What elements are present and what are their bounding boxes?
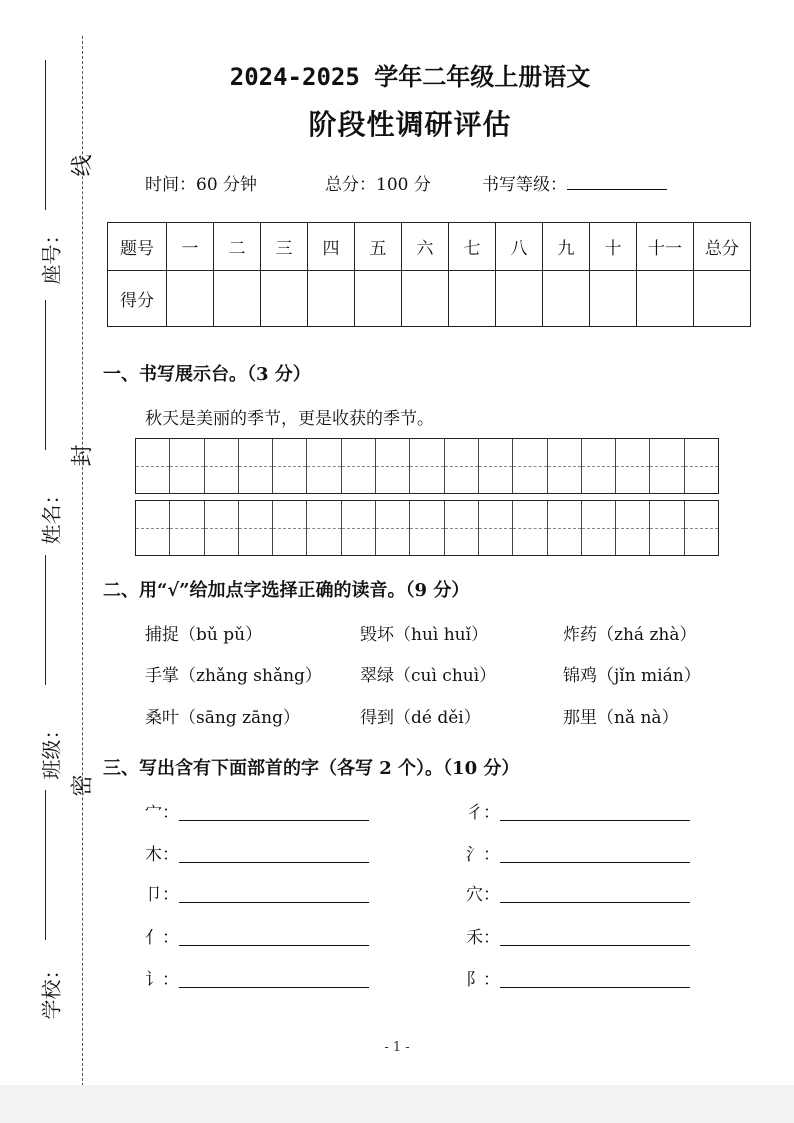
grid-midline [170, 466, 203, 467]
grid-midline [445, 466, 478, 467]
radical-blank[interactable] [500, 987, 690, 988]
grid-midline [685, 466, 718, 467]
radical-row [466, 923, 690, 948]
pinyin-item[interactable]: 得到（dé děi） [360, 708, 481, 728]
score-cell[interactable] [694, 271, 751, 327]
score-cell[interactable] [449, 271, 496, 327]
score-cell[interactable] [402, 271, 449, 327]
grid-midline [273, 528, 306, 529]
grid-midline [376, 528, 409, 529]
score-cell[interactable] [590, 271, 637, 327]
grid-cell[interactable] [238, 501, 272, 555]
name-line [45, 555, 46, 685]
seal-feng-char: 封 [70, 444, 96, 467]
grid-midline [170, 528, 203, 529]
grid-midline [650, 528, 683, 529]
section2-title: 二、用“√”给加点字选择正确的读音。（9 分） [103, 580, 470, 601]
score-cell[interactable] [355, 271, 402, 327]
score-header-cell: 十 [590, 223, 637, 271]
seat-label: 座号： [39, 224, 64, 285]
radical-blank[interactable] [179, 862, 369, 863]
grid-midline [548, 466, 581, 467]
score-header-cell: 九 [543, 223, 590, 271]
score-cell[interactable] [167, 271, 214, 327]
radical-row [466, 840, 690, 865]
grid-midline [479, 466, 512, 467]
name-line-top [45, 300, 46, 450]
seal-mi-char: 密 [70, 774, 96, 797]
total-info: 总分：100 分 [325, 175, 431, 195]
radical-label: 阝： [466, 970, 500, 990]
pinyin-item[interactable]: 毁坏（huì huǐ） [360, 625, 489, 645]
radical-blank[interactable] [500, 945, 690, 946]
radical-blank[interactable] [179, 902, 369, 903]
grid-midline [205, 466, 238, 467]
score-cell[interactable] [637, 271, 694, 327]
score-header-cell: 七 [449, 223, 496, 271]
grid-midline [342, 528, 375, 529]
score-header-cell: 题号 [108, 223, 167, 271]
section1-title: 一、书写展示台。（3 分） [103, 364, 311, 385]
grid-cell[interactable] [512, 439, 546, 493]
radical-blank[interactable] [500, 902, 690, 903]
radical-blank[interactable] [179, 987, 369, 988]
grid-cell[interactable] [306, 501, 340, 555]
grid-cell[interactable] [136, 439, 169, 493]
grid-midline [582, 528, 615, 529]
grid-midline [445, 528, 478, 529]
grid-midline [513, 466, 546, 467]
grid-midline [136, 528, 169, 529]
grid-midline [685, 528, 718, 529]
score-cell[interactable] [496, 271, 543, 327]
radical-label: 穴： [466, 885, 500, 905]
radical-label: 卩： [145, 885, 179, 905]
handwriting-label: 书写等级： [482, 175, 567, 195]
grid-midline [307, 466, 340, 467]
radical-label: 亻： [145, 928, 179, 948]
grid-cell[interactable] [136, 501, 169, 555]
grid-midline [205, 528, 238, 529]
grid-cell[interactable] [409, 439, 443, 493]
time-info: 时间：60 分钟 [145, 175, 258, 195]
grid-cell[interactable] [341, 501, 375, 555]
writing-grid-2[interactable] [135, 500, 719, 556]
grid-midline [410, 528, 443, 529]
pinyin-item[interactable]: 那里（nǎ nà） [563, 708, 679, 728]
radical-label: 氵： [466, 845, 500, 865]
grid-cell[interactable] [581, 501, 615, 555]
radical-label: 彳： [466, 803, 500, 823]
seal-line-char: 线 [70, 154, 96, 177]
pinyin-item[interactable]: 炸药（zhá zhà） [563, 625, 697, 645]
grid-cell[interactable] [615, 501, 649, 555]
radical-label: 讠： [145, 970, 179, 990]
page-footer-gap [0, 1085, 794, 1123]
handwriting-blank[interactable] [567, 171, 667, 190]
radical-label: 禾： [466, 928, 500, 948]
pinyin-item[interactable]: 桑叶（sāng zāng） [145, 708, 301, 728]
grid-cell[interactable] [684, 501, 718, 555]
score-table [107, 222, 751, 327]
radical-row [145, 798, 369, 823]
score-row-label: 得分 [108, 271, 167, 327]
score-header-cell: 八 [496, 223, 543, 271]
pinyin-item[interactable]: 捕捉（bǔ pǔ） [145, 625, 263, 645]
class-label: 班级： [39, 719, 64, 780]
grid-midline [616, 466, 649, 467]
grid-cell[interactable] [306, 439, 340, 493]
grid-cell[interactable] [238, 439, 272, 493]
radical-row [466, 798, 690, 823]
score-header-cell: 一 [167, 223, 214, 271]
grid-midline [548, 528, 581, 529]
page-number: - 1 - [384, 1040, 410, 1055]
score-header-cell: 十一 [637, 223, 694, 271]
score-header-cell: 六 [402, 223, 449, 271]
grid-midline [410, 466, 443, 467]
score-header-cell: 二 [214, 223, 261, 271]
grid-cell[interactable] [547, 439, 581, 493]
exam-title: 2024-2025 学年二年级上册语文 [229, 63, 591, 91]
grid-midline [479, 528, 512, 529]
writing-grid-1[interactable] [135, 438, 719, 494]
grid-cell[interactable] [649, 501, 683, 555]
grid-cell[interactable] [478, 501, 512, 555]
section1-sentence: 秋天是美丽的季节，更是收获的季节。 [145, 409, 434, 429]
radical-blank[interactable] [179, 945, 369, 946]
radical-blank[interactable] [179, 820, 369, 821]
radical-blank[interactable] [500, 820, 690, 821]
grid-midline [616, 528, 649, 529]
grid-midline [376, 466, 409, 467]
grid-cell[interactable] [375, 439, 409, 493]
radical-row [145, 923, 369, 948]
grid-midline [273, 466, 306, 467]
grid-cell[interactable] [581, 439, 615, 493]
grid-cell[interactable] [169, 439, 203, 493]
binding-dashed-line [82, 36, 83, 1086]
class-line [45, 790, 46, 940]
grid-cell[interactable] [204, 439, 238, 493]
score-header-cell: 四 [308, 223, 355, 271]
grid-cell[interactable] [684, 439, 718, 493]
radical-blank[interactable] [500, 862, 690, 863]
score-header-cell: 三 [261, 223, 308, 271]
radical-row [145, 880, 369, 905]
school-label: 学校： [39, 959, 64, 1020]
score-cell[interactable] [261, 271, 308, 327]
radical-label: 宀： [145, 803, 179, 823]
grid-cell[interactable] [547, 501, 581, 555]
radical-label: 木： [145, 845, 179, 865]
score-cell[interactable] [308, 271, 355, 327]
grid-cell[interactable] [512, 501, 546, 555]
pinyin-item[interactable]: 锦鸡（jǐn mián） [563, 666, 701, 686]
score-header-cell: 五 [355, 223, 402, 271]
grid-midline [239, 466, 272, 467]
grid-cell[interactable] [341, 439, 375, 493]
grid-cell[interactable] [272, 439, 306, 493]
grid-cell[interactable] [169, 501, 203, 555]
grid-midline [239, 528, 272, 529]
grid-midline [650, 466, 683, 467]
grid-cell[interactable] [204, 501, 238, 555]
grid-cell[interactable] [444, 501, 478, 555]
grid-midline [582, 466, 615, 467]
grid-cell[interactable] [615, 439, 649, 493]
score-cell[interactable] [214, 271, 261, 327]
handwriting-info [482, 170, 667, 195]
grid-midline [307, 528, 340, 529]
exam-subtitle: 阶段性调研评估 [308, 108, 512, 141]
pinyin-item[interactable]: 翠绿（cuì chuì） [360, 666, 497, 686]
radical-row [145, 840, 369, 865]
grid-cell[interactable] [409, 501, 443, 555]
grid-midline [342, 466, 375, 467]
pinyin-item[interactable]: 手掌（zhǎng shǎng） [145, 666, 322, 686]
grid-cell[interactable] [649, 439, 683, 493]
grid-midline [136, 466, 169, 467]
name-label: 姓名： [39, 484, 64, 545]
radical-row [466, 965, 690, 990]
section3-title: 三、写出含有下面部首的字（各写 2 个）。（10 分） [103, 758, 520, 779]
grid-cell[interactable] [478, 439, 512, 493]
grid-cell[interactable] [375, 501, 409, 555]
score-header-cell: 总分 [694, 223, 751, 271]
grid-cell[interactable] [272, 501, 306, 555]
score-cell[interactable] [543, 271, 590, 327]
grid-cell[interactable] [444, 439, 478, 493]
radical-row [466, 880, 690, 905]
radical-row [145, 965, 369, 990]
grid-midline [513, 528, 546, 529]
